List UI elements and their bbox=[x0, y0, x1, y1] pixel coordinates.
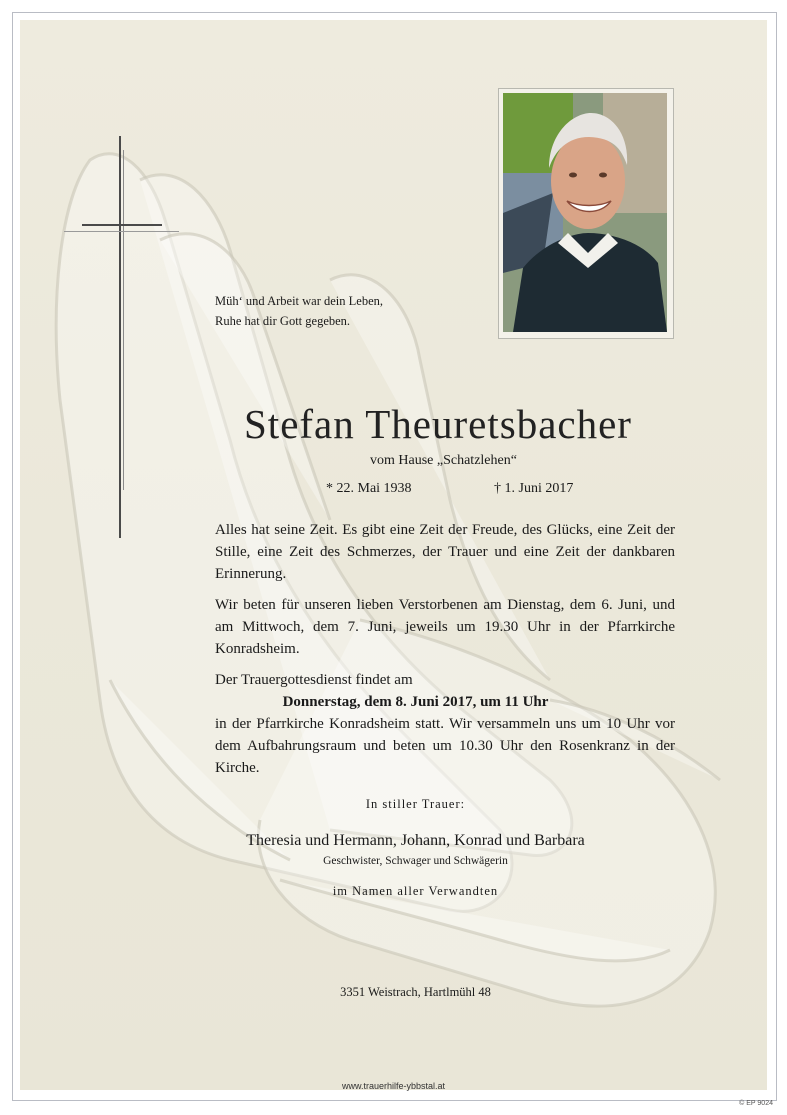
prayer-paragraph: Wir beten für unseren lieben Verstorbenen am Dienstag, dem 6. Juni, und am Mittwoch, dem 7. Juni, jeweils um 19.30 Uhr in der Pfarrkirche Konradsheim. bbox=[215, 597, 675, 657]
cross-shadow-line-horizontal bbox=[64, 231, 179, 232]
website-footer: www.trauerhilfe-ybbstal.at bbox=[341, 1081, 446, 1091]
cross-vertical-bar bbox=[119, 136, 121, 538]
motto-verse bbox=[215, 291, 383, 331]
service-date: Donnerstag, dem 8. Juni 2017, um 11 Uhr bbox=[282, 694, 549, 710]
family-names: Theresia und Hermann, Johann, Konrad und Barbara bbox=[246, 832, 585, 849]
death-date: † 1. Juni 2017 bbox=[494, 481, 574, 496]
service-intro: Der Trauergottesdienst findet am bbox=[215, 672, 413, 688]
family-address: 3351 Weistrach, Hartlmühl 48 bbox=[340, 985, 491, 999]
portrait-photo bbox=[503, 93, 667, 332]
motto-line-1: Müh‘ und Arbeit war dein Leben, bbox=[215, 294, 384, 308]
relatives-line: im Namen aller Verwandten bbox=[332, 884, 499, 898]
cross-shadow-line bbox=[123, 150, 124, 490]
family-relation: Geschwister, Schwager und Schwägerin bbox=[323, 855, 508, 867]
cross-horizontal-bar bbox=[82, 224, 162, 226]
template-code: © EP 9024 bbox=[739, 1100, 773, 1107]
deceased-house: vom Hause „Schatzlehen“ bbox=[370, 453, 517, 468]
deceased-name: Stefan Theuretsbacher bbox=[244, 401, 632, 447]
service-paragraph: in der Pfarrkirche Konradsheim statt. Wir versammeln uns um 10 Uhr vor dem Aufbahrungsraum und beten um 10.30 Uhr den Rosenkranz in der Kirche. bbox=[215, 716, 675, 776]
motto-line-2: Ruhe hat dir Gott gegeben. bbox=[215, 314, 351, 328]
mourning-heading: In stiller Trauer: bbox=[365, 797, 466, 811]
quote-paragraph: Alles hat seine Zeit. Es gibt eine Zeit der Freude, des Glücks, eine Zeit der Stille, eine Zeit des Schmerzes, der Trauer und eine Zeit der dankbaren Erinnerung. bbox=[215, 522, 675, 582]
birth-date: * 22. Mai 1938 bbox=[326, 481, 412, 496]
